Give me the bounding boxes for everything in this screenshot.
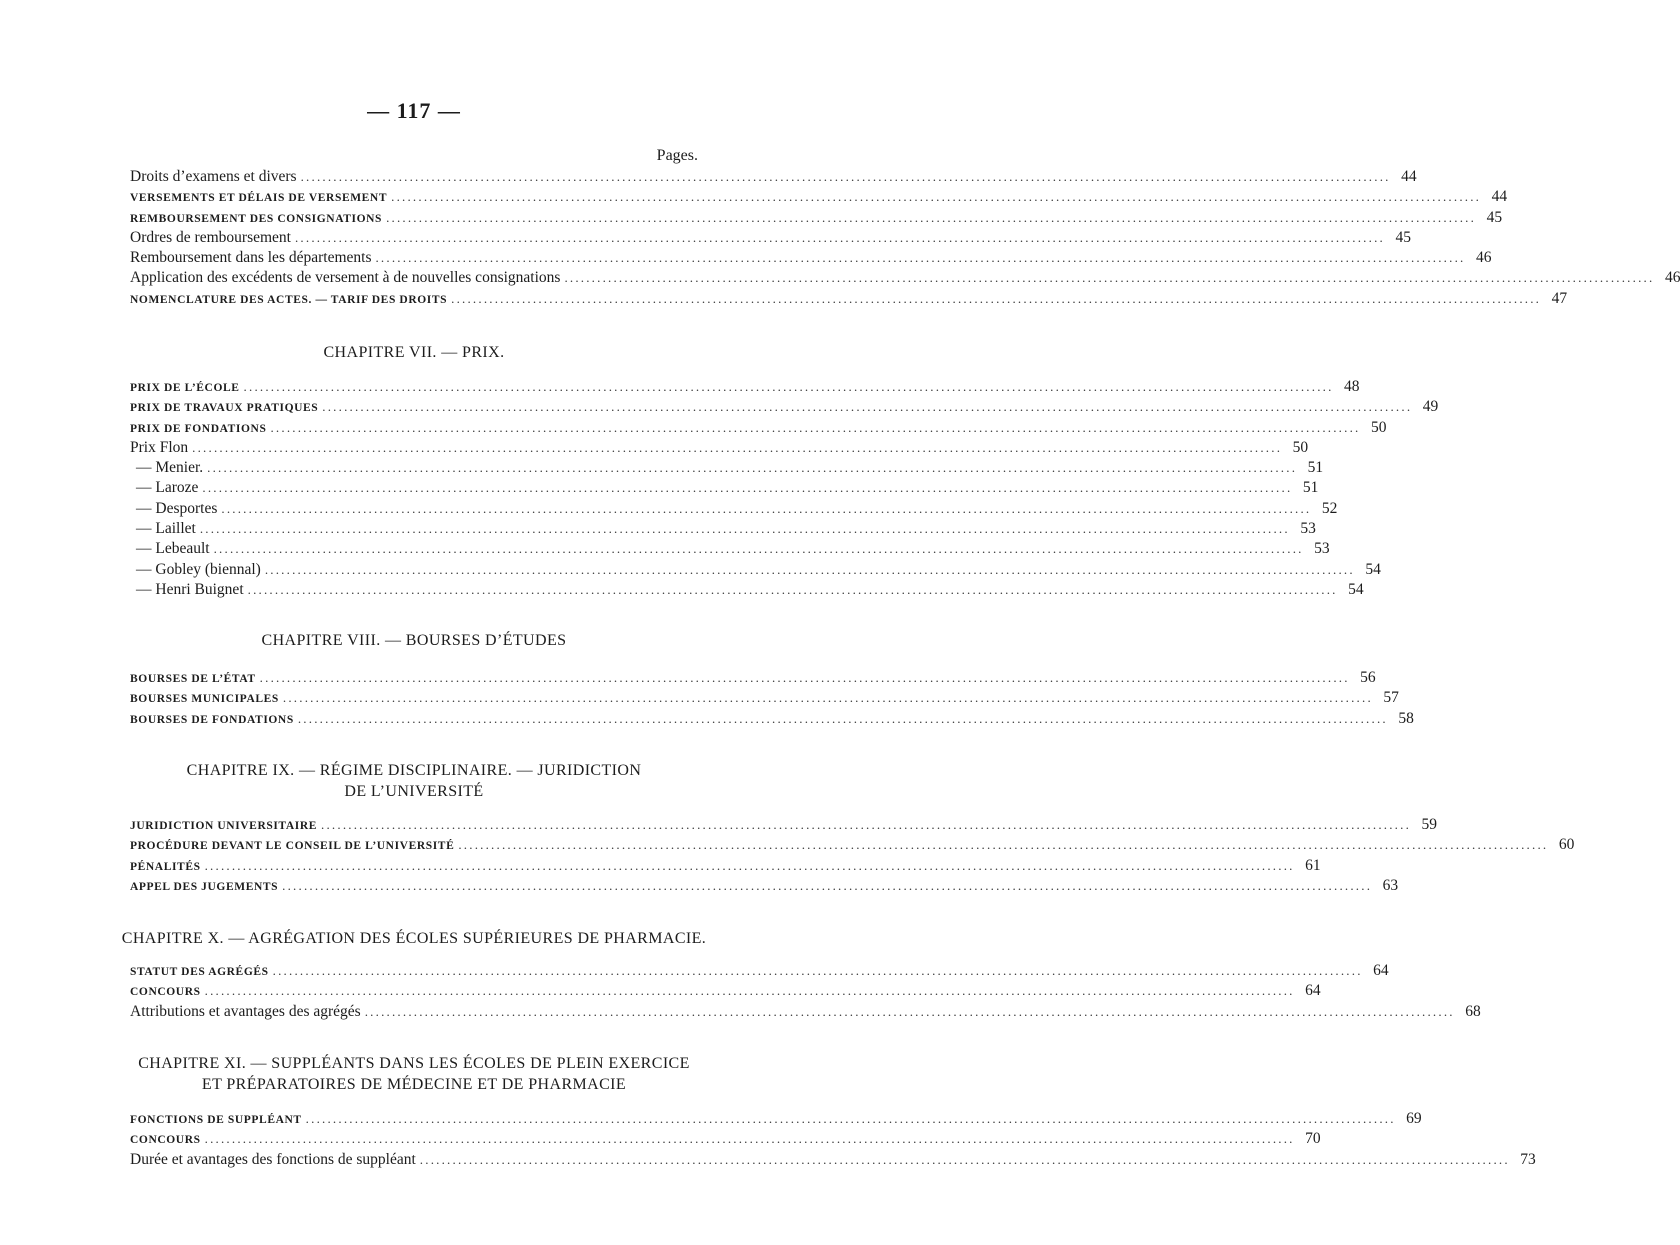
toc-entry-page: 45: [1395, 228, 1411, 246]
toc-entry-page: 53: [1300, 520, 1316, 538]
toc-entry-label: VERSEMENTS ET DÉLAIS DE VERSEMENT: [130, 192, 388, 205]
toc-entry: [130, 876, 1399, 896]
toc-entry: [130, 289, 1568, 309]
dot-leader: ........................................................................................................................................................................................................: [391, 189, 1482, 205]
toc-entry-page: 45: [1486, 208, 1503, 226]
dot-leader: ........................................................................................................................................................................................................: [204, 857, 1295, 873]
toc-entry-page: 49: [1422, 398, 1439, 416]
toc-entry: [130, 458, 1324, 478]
dot-leader: ........................................................................................................................................................................................................: [305, 1111, 1396, 1126]
dot-leader: ........................................................................................................................................................................................................: [270, 419, 1361, 435]
toc-section-top: [130, 167, 1680, 309]
toc-entry: [130, 499, 1338, 519]
dot-leader: ........................................................................................................................................................................................................: [243, 379, 1334, 394]
toc-entry-page: 63: [1382, 876, 1399, 894]
dot-leader: ........................................................................................................................................................................................................: [282, 690, 1373, 706]
dot-leader: ........................................................................................................................................................................................................: [322, 399, 1413, 415]
dot-leader: ........................................................................................................................................................................................................: [294, 229, 1385, 245]
toc-entry-page: 64: [1305, 982, 1321, 1000]
toc-entry: [130, 248, 1492, 268]
toc-entry-label: — Desportes: [136, 499, 218, 517]
toc-entry-label: — Laroze: [136, 479, 199, 497]
dot-leader: ........................................................................................................................................................................................................: [199, 521, 1290, 537]
dot-leader: ........................................................................................................................................................................................................: [375, 250, 1466, 266]
toc-entry-page: 47: [1551, 289, 1568, 307]
toc-entry-page: 50: [1292, 438, 1309, 456]
toc-entry: [130, 981, 1321, 1001]
toc-entry-label: REMBOURSEMENT DES CONSIGNATIONS: [130, 212, 383, 225]
toc-entry-label: BOURSES DE L’ÉTAT: [130, 673, 256, 685]
toc-entry-page: 44: [1491, 188, 1508, 206]
dot-leader: ........................................................................................................................................................................................................: [564, 270, 1655, 286]
dot-leader: ........................................................................................................................................................................................................: [458, 837, 1549, 853]
toc-entry: [130, 167, 1417, 187]
toc-entry-page: 51: [1307, 459, 1324, 477]
toc-entry-page: 69: [1406, 1110, 1422, 1127]
toc-entry-label: — Menier.: [136, 459, 204, 477]
toc-entry-page: 58: [1398, 709, 1414, 727]
toc-entry-label: NOMENCLATURE DES ACTES. — TARIF DES DROITS: [130, 293, 448, 306]
chapter-10-heading: CHAPITRE X. — AGRÉGATION DES ÉCOLES SUPÉRIEURES DE PHARMACIE.: [121, 930, 707, 947]
toc-entry: [130, 815, 1438, 835]
toc-chapter-11: [130, 1109, 1536, 1170]
toc-entry: [130, 1002, 1481, 1022]
toc-entry-page: 73: [1520, 1150, 1536, 1168]
toc-entry: [130, 688, 1399, 708]
toc-entry-label: Attributions et avantages des agrégés: [130, 1002, 361, 1020]
toc-entry-page: 44: [1401, 168, 1417, 185]
toc-entry-label: Durée et avantages des fonctions de suppléant: [130, 1150, 416, 1168]
toc-entry-label: BOURSES DE FONDATIONS: [130, 713, 294, 726]
toc-entry-label: Remboursement dans les départements: [130, 249, 372, 267]
toc-entry-page: 50: [1370, 418, 1387, 436]
toc-entry: [130, 539, 1330, 559]
dot-leader: ........................................................................................................................................................................................................: [221, 500, 1312, 516]
chapter-7-heading: CHAPITRE VII. — PRIX.: [323, 344, 505, 361]
chapter-9-heading-line2: DE L’UNIVERSITÉ: [344, 783, 484, 800]
toc-entry: [130, 961, 1389, 981]
toc-entry-label: BOURSES MUNICIPALES: [130, 693, 279, 706]
dot-leader: ........................................................................................................................................................................................................: [297, 710, 1388, 726]
toc-entry: [130, 418, 1387, 438]
dot-leader: ........................................................................................................................................................................................................: [300, 169, 1391, 184]
toc-entry-label: PRIX DE TRAVAUX PRATIQUES: [130, 402, 319, 415]
toc-entry-page: 46: [1475, 249, 1492, 267]
toc-entry-page: 51: [1302, 479, 1319, 497]
dot-leader: ........................................................................................................................................................................................................: [272, 963, 1363, 978]
toc-entry-label: Droits d’examens et divers: [130, 168, 297, 185]
toc-entry: [130, 519, 1316, 539]
toc-entry: [130, 668, 1376, 688]
toc-entry-label: APPEL DES JUGEMENTS: [130, 880, 279, 893]
dot-leader: ........................................................................................................................................................................................................: [259, 670, 1350, 685]
toc-entry-label: Prix Flon: [130, 438, 189, 456]
toc-entry: [130, 397, 1439, 417]
toc-entry-page: 70: [1305, 1130, 1321, 1148]
dot-leader: ........................................................................................................................................................................................................: [207, 460, 1298, 476]
toc-entry: [130, 835, 1575, 855]
dot-leader: ........................................................................................................................................................................................................: [213, 541, 1304, 557]
toc-entry-label: PRIX DE FONDATIONS: [130, 422, 267, 435]
dot-leader: ........................................................................................................................................................................................................: [192, 439, 1283, 455]
toc-entry: [130, 560, 1381, 580]
dot-leader: ........................................................................................................................................................................................................: [419, 1151, 1510, 1167]
toc-entry: [130, 856, 1321, 876]
toc-entry-label: — Lebeault: [136, 540, 210, 558]
toc-entry-page: 56: [1360, 669, 1376, 686]
toc-entry: [130, 1129, 1321, 1149]
dot-leader: ........................................................................................................................................................................................................: [204, 983, 1295, 999]
toc-entry-page: 59: [1421, 816, 1438, 833]
toc-entry-label: CONCOURS: [130, 986, 201, 999]
toc-entry-page: 57: [1383, 689, 1399, 707]
toc-entry-page: 54: [1365, 560, 1381, 578]
toc-entry-page: 53: [1314, 540, 1330, 558]
dot-leader: ........................................................................................................................................................................................................: [264, 561, 1355, 577]
toc-entry-label: — Laillet: [136, 520, 196, 538]
chapter-9-heading-line1: CHAPITRE IX. — RÉGIME DISCIPLINAIRE. — JURIDICTION: [186, 762, 642, 779]
toc-entry-page: 48: [1344, 378, 1360, 395]
toc-entry-label: JURIDICTION UNIVERSITAIRE: [130, 820, 318, 832]
chapter-9-heading: [120, 760, 708, 802]
toc-entry-label: STATUT DES AGRÉGÉS: [130, 966, 269, 978]
toc-entry-page: 60: [1558, 836, 1575, 854]
toc-entry-label: PROCÉDURE DEVANT LE CONSEIL DE L’UNIVERSITÉ: [130, 840, 455, 853]
dot-leader: ........................................................................................................................................................................................................: [204, 1131, 1295, 1147]
toc-entry-label: — Gobley (biennal): [136, 560, 261, 578]
dot-leader: ........................................................................................................................................................................................................: [247, 581, 1338, 597]
chapter-11-heading-line1: CHAPITRE XI. — SUPPLÉANTS DANS LES ÉCOLES DE PLEIN EXERCICE: [138, 1055, 690, 1072]
toc-entry-page: 61: [1305, 856, 1321, 874]
dot-leader: ........................................................................................................................................................................................................: [282, 877, 1373, 893]
toc-entry-label: — Henri Buignet: [136, 580, 244, 598]
toc-entry: [130, 478, 1319, 498]
toc-entry-label: PRIX DE L’ÉCOLE: [130, 382, 240, 394]
page-number: — 117 —: [367, 98, 461, 123]
toc-entry: [130, 709, 1414, 729]
pages-column-label: Pages.: [656, 147, 698, 164]
chapter-11-heading-line2: ET PRÉPARATOIRES DE MÉDECINE ET DE PHARMACIE: [201, 1076, 627, 1093]
toc-entry-label: Application des excédents de versement à de nouvelles consignations: [130, 269, 561, 287]
toc-entry-page: 52: [1321, 499, 1338, 517]
dot-leader: ........................................................................................................................................................................................................: [451, 290, 1542, 306]
toc-entry-label: Ordres de remboursement: [130, 228, 291, 246]
toc-entry-page: 54: [1348, 580, 1364, 598]
chapter-11-heading: [120, 1053, 708, 1095]
toc-chapter-7: [130, 377, 1439, 600]
toc-entry: [130, 208, 1503, 228]
toc-entry-label: FONCTIONS DE SUPPLÉANT: [130, 1114, 302, 1126]
dot-leader: ........................................................................................................................................................................................................: [321, 817, 1412, 832]
toc-entry: [130, 228, 1411, 248]
toc-entry: [130, 268, 1680, 288]
toc-entry-label: CONCOURS: [130, 1134, 201, 1147]
toc-entry: [130, 1150, 1536, 1170]
toc-entry: [130, 438, 1309, 458]
dot-leader: ........................................................................................................................................................................................................: [386, 209, 1477, 225]
dot-leader: ........................................................................................................................................................................................................: [364, 1003, 1455, 1019]
toc-chapter-8: [130, 668, 1414, 729]
toc-entry: [130, 1109, 1422, 1129]
toc-chapter-9: [130, 815, 1575, 896]
toc-entry-page: 64: [1373, 962, 1389, 979]
toc-entry: [130, 377, 1360, 397]
chapter-8-heading: CHAPITRE VIII. — BOURSES D’ÉTUDES: [261, 632, 567, 649]
dot-leader: ........................................................................................................................................................................................................: [202, 480, 1293, 496]
toc-entry: [130, 580, 1364, 600]
toc-entry-page: 68: [1465, 1002, 1481, 1020]
toc-entry: [130, 187, 1508, 207]
toc-chapter-10: [130, 961, 1481, 1022]
toc-entry-page: 46: [1664, 269, 1680, 287]
toc-entry-label: PÉNALITÉS: [130, 860, 201, 873]
